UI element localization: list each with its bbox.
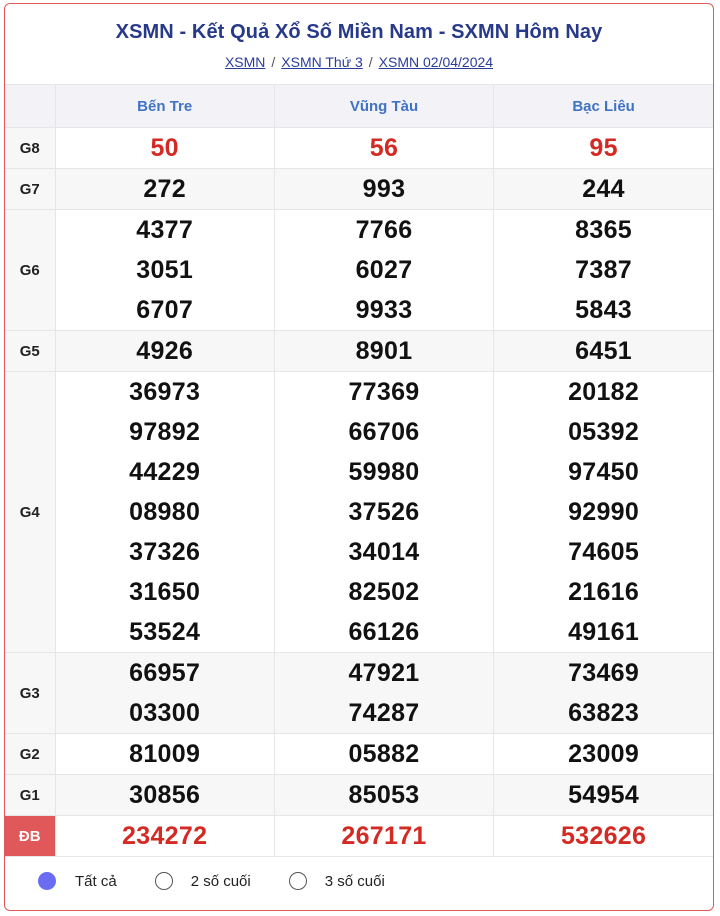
column-header-ben-tre[interactable]: Bến Tre (55, 85, 274, 128)
prize-number: 92990 (568, 498, 640, 526)
prize-number: 4377 (136, 216, 194, 244)
prize-number: 05392 (568, 418, 640, 446)
prize-row-g7 (5, 169, 713, 210)
prize-number: 08980 (129, 498, 201, 526)
prize-row-g2 (5, 734, 713, 775)
prize-number: 7387 (575, 256, 632, 284)
prize-number: 53524 (129, 618, 201, 646)
prize-number: 77369 (348, 378, 420, 406)
prize-label: G5 (5, 331, 55, 372)
prize-cell (55, 331, 274, 372)
prize-row-g3 (5, 653, 713, 734)
prize-number: 95 (589, 134, 618, 162)
radio-selected-icon[interactable] (38, 872, 56, 890)
prize-number: 21616 (568, 578, 640, 606)
prize-number: 47921 (348, 659, 420, 687)
breadcrumb-link-weekday[interactable]: XSMN Thứ 3 (281, 54, 363, 70)
prize-cell (494, 128, 713, 169)
prize-number: 97892 (129, 418, 201, 446)
filter-label: 2 số cuối (190, 872, 251, 890)
prize-number: 6707 (136, 296, 194, 324)
digit-filter (5, 856, 713, 906)
filter-option-last-2[interactable] (155, 872, 251, 890)
prize-row-g4 (5, 372, 713, 653)
prize-cell (55, 816, 274, 857)
prize-cell (55, 210, 274, 331)
prize-cell (55, 653, 274, 734)
prize-label: ĐB (5, 816, 55, 857)
prize-number: 6027 (355, 256, 413, 284)
column-header-bac-lieu: Bạc Liêu (494, 85, 713, 128)
filter-label: Tất cả (75, 872, 117, 890)
prize-number: 66126 (348, 618, 420, 646)
prize-cell (274, 128, 493, 169)
prize-number: 532626 (560, 822, 647, 850)
results-table (5, 85, 713, 857)
table-header-row (5, 85, 713, 128)
prize-cell (274, 775, 493, 816)
prize-number: 50 (150, 134, 179, 162)
prize-number: 63823 (568, 699, 640, 727)
prize-number: 993 (362, 175, 406, 203)
prize-cell (55, 169, 274, 210)
prize-row-g5 (5, 331, 713, 372)
prize-row-g8 (5, 128, 713, 169)
prize-number: 54954 (568, 781, 640, 809)
prize-cell (55, 128, 274, 169)
filter-option-last-3[interactable] (289, 872, 385, 890)
prize-number: 05882 (348, 740, 420, 768)
prize-cell (274, 816, 493, 857)
prize-cell (274, 653, 493, 734)
prize-cell (494, 816, 713, 857)
prize-number: 66957 (129, 659, 201, 687)
breadcrumb: XSMN / XSMN Thứ 3 / XSMN 02/04/2024 (224, 54, 494, 70)
prize-number: 85053 (348, 781, 420, 809)
prize-cell (274, 331, 493, 372)
prize-number: 66706 (348, 418, 420, 446)
prize-number: 74605 (568, 538, 640, 566)
prize-cell (274, 734, 493, 775)
prize-number: 267171 (341, 822, 427, 850)
prize-number: 244 (582, 175, 625, 203)
prize-number: 7766 (355, 216, 413, 244)
prize-number: 20182 (568, 378, 640, 406)
prize-label: G3 (5, 653, 55, 734)
prize-label: G7 (5, 169, 55, 210)
radio-icon[interactable] (289, 872, 307, 890)
prize-number: 8901 (355, 337, 413, 365)
prize-cell (494, 653, 713, 734)
prize-number: 81009 (129, 740, 201, 768)
prize-number: 34014 (348, 538, 420, 566)
prize-label: G8 (5, 128, 55, 169)
prize-number: 31650 (129, 578, 201, 606)
page-title: XSMN - Kết Quả Xổ Số Miền Nam - SXMN Hôm Nay (115, 21, 603, 43)
prize-number: 37526 (348, 498, 420, 526)
prize-label: G1 (5, 775, 55, 816)
prize-cell (494, 210, 713, 331)
prize-number: 03300 (129, 699, 201, 727)
prize-number: 73469 (568, 659, 640, 687)
prize-number: 56 (369, 134, 399, 162)
prize-number: 4926 (136, 337, 194, 365)
prize-cell (55, 372, 274, 653)
prize-label: G4 (5, 372, 55, 653)
breadcrumb-link-xsmn[interactable]: XSMN (224, 54, 266, 70)
prize-label: G6 (5, 210, 55, 331)
prize-number: 37326 (129, 538, 201, 566)
prize-cell (494, 775, 713, 816)
prize-cell (55, 734, 274, 775)
prize-cell (494, 734, 713, 775)
prize-cell (494, 372, 713, 653)
prize-number: 5843 (575, 296, 632, 324)
filter-option-all[interactable] (38, 872, 117, 890)
prize-cell (274, 210, 493, 331)
prize-number: 74287 (348, 699, 420, 727)
prize-row-đb (5, 816, 713, 857)
prize-number: 272 (143, 175, 186, 203)
prize-number: 8365 (575, 216, 632, 244)
prize-number: 3051 (136, 256, 194, 284)
filter-label: 3 số cuối (324, 872, 385, 890)
column-header-vung-tau[interactable]: Vũng Tàu (274, 85, 493, 128)
prize-number: 6451 (575, 337, 632, 365)
prize-number: 234272 (122, 822, 208, 850)
prize-cell (274, 169, 493, 210)
prize-cell (494, 331, 713, 372)
prize-cell (274, 372, 493, 653)
results-header (5, 4, 713, 85)
breadcrumb-link-date[interactable]: XSMN 02/04/2024 (378, 54, 494, 70)
prize-number: 36973 (129, 378, 201, 406)
results-panel (4, 3, 714, 911)
radio-icon[interactable] (155, 872, 173, 890)
prize-number: 49161 (568, 618, 640, 646)
prize-row-g1 (5, 775, 713, 816)
prize-number: 82502 (348, 578, 420, 606)
prize-cell (494, 169, 713, 210)
prize-cell (55, 775, 274, 816)
prize-number: 59980 (348, 458, 420, 486)
corner-cell (5, 85, 55, 128)
prize-label: G2 (5, 734, 55, 775)
prize-number: 30856 (129, 781, 201, 809)
prize-row-g6 (5, 210, 713, 331)
prize-number: 9933 (355, 296, 413, 324)
prize-number: 97450 (568, 458, 640, 486)
prize-number: 23009 (568, 740, 640, 768)
prize-number: 44229 (129, 458, 201, 486)
